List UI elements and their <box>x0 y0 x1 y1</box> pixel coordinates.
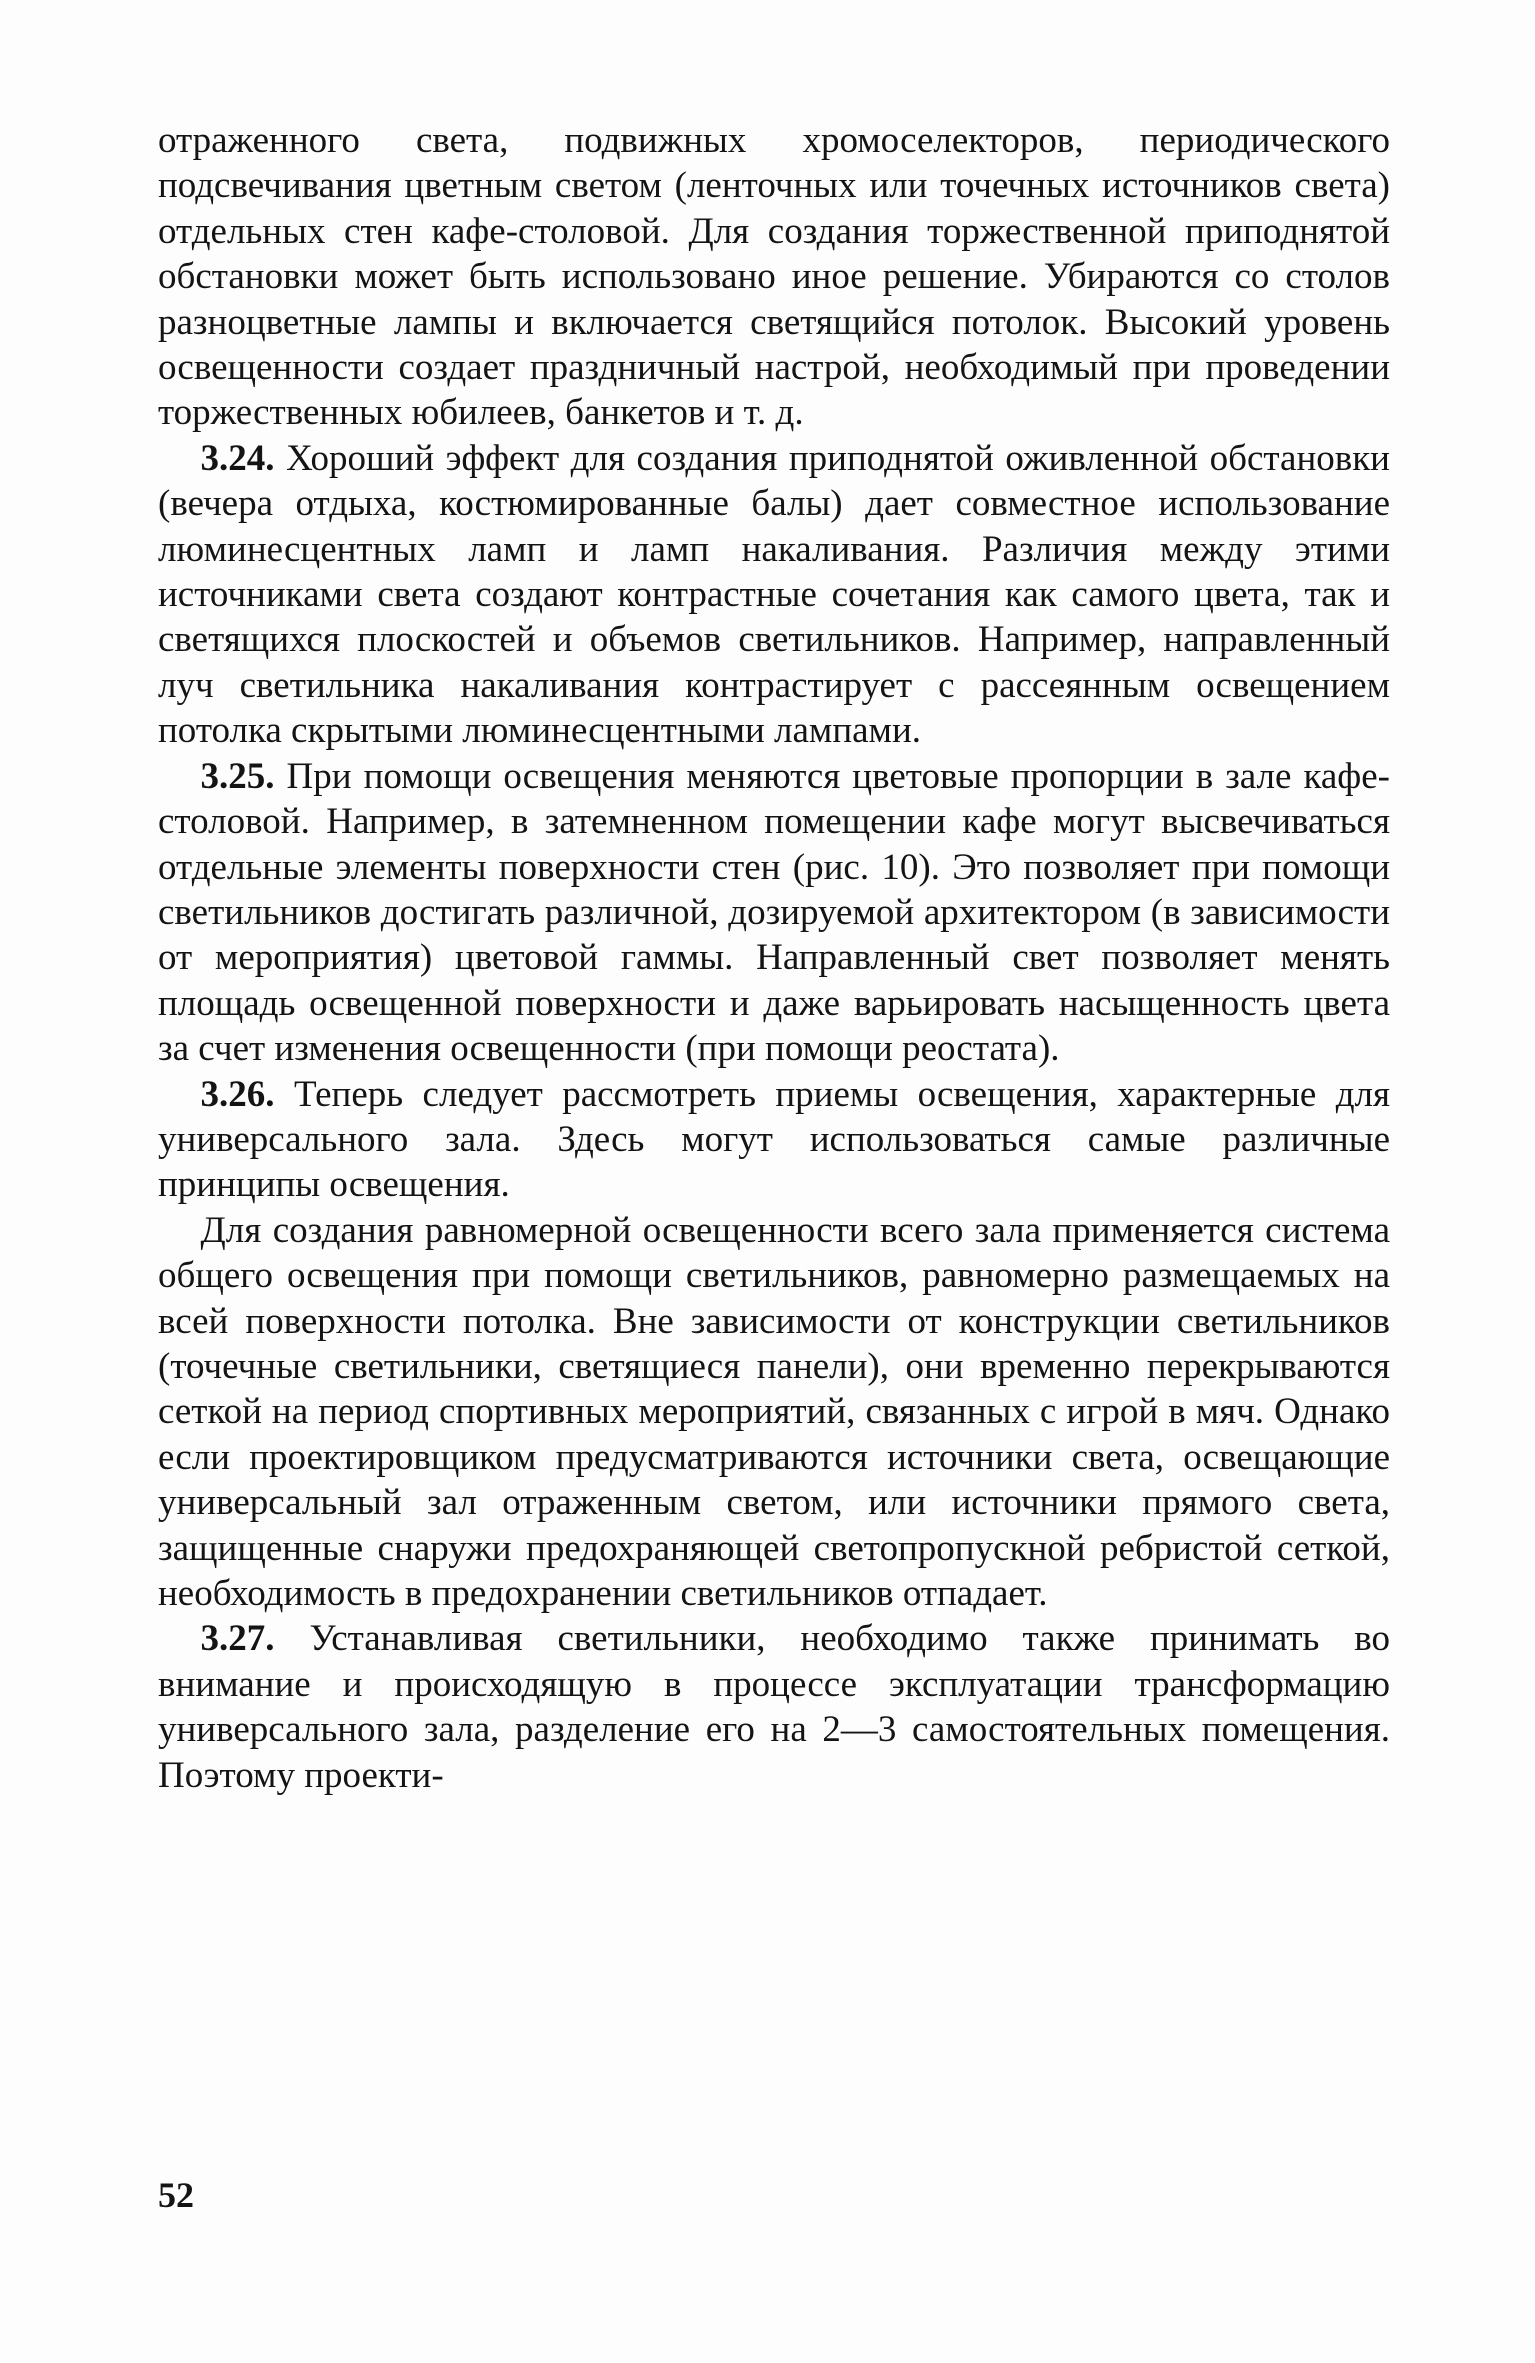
paragraph-3-26 <box>158 1072 1390 1208</box>
section-number: 3.24. <box>200 437 275 479</box>
paragraph-text: отраженного света, подвижных хромоселекторов, периодического подсвечивания цветным светом (ленточных или точечных источников света) отдельных стен кафе-столовой. Для создания торжественной приподнятой обстановки может быть использовано иное решение. Убираются со столов разноцветные лампы и включается светящийся потолок. Высокий уровень освещенности создает праздничный настрой, необходимый при проведении торжественных юбилеев, банкетов и т. д. <box>158 120 1390 434</box>
paragraph-text: Теперь следует рассмотреть приемы освещения, характерные для универсального зала. Здесь могут использоваться самые различные принципы освещения. <box>158 1073 1390 1206</box>
paragraph-general-lighting <box>158 1208 1390 1617</box>
paragraph-continuation <box>158 118 1390 436</box>
paragraph-text: При помощи освещения меняются цветовые пропорции в зале кафе-столовой. Например, в затемненном помещении кафе могут высвечиваться отдельные элементы поверхности стен (рис. 10). Это позволяет при помощи светильников достигать различной, дозируемой архитектором (в зависимости от мероприятия) цветовой гаммы. Направленный свет позволяет менять площадь освещенной поверхности и даже варьировать насыщенность цвета за счет изменения освещенности (при помощи реостата). <box>158 755 1390 1070</box>
section-number: 3.25. <box>200 755 275 797</box>
page-number: 52 <box>158 2175 194 2215</box>
paragraph-3-24 <box>158 436 1390 754</box>
paragraph-text: Устанавливая светильники, необходимо также принимать во внимание и происходящую в процессе эксплуатации трансформацию универсального зала, разделение его на 2—3 самостоятельных помещения. Поэтому проекти- <box>158 1618 1390 1796</box>
paragraph-3-27 <box>158 1616 1390 1798</box>
body-text <box>158 118 1390 1798</box>
paragraph-text: Для создания равномерной освещенности всего зала применяется система общего освещения при помощи светильников, равномерно размещаемых на всей поверхности потолка. Вне зависимости от конструкции светильников (точечные светильники, светящиеся панели), они временно перекрываются сеткой на период спортивных мероприятий, связанных с игрой в мяч. Однако если проектировщиком предусматриваются источники света, освещающие универсальный зал отраженным светом, или источники прямого света, защищенные снаружи предохраняющей светопропускной ребристой сеткой, необходимость в предохранении светильников отпадает. <box>158 1209 1390 1614</box>
section-number: 3.26. <box>200 1073 275 1115</box>
paragraph-text: Хороший эффект для создания приподнятой оживленной обстановки (вечера отдыха, костюмированные балы) дает совместное использование люминесцентных ламп и ламп накаливания. Различия между этими источниками света создают контрастные сочетания как самого цвета, так и светящихся плоскостей и объемов светильников. Например, направленный луч светильника накаливания контрастирует с рассеянным освещением потолка скрытыми люминесцентными лампами. <box>158 437 1390 752</box>
section-number: 3.27. <box>200 1618 275 1660</box>
paragraph-3-25 <box>158 754 1390 1072</box>
